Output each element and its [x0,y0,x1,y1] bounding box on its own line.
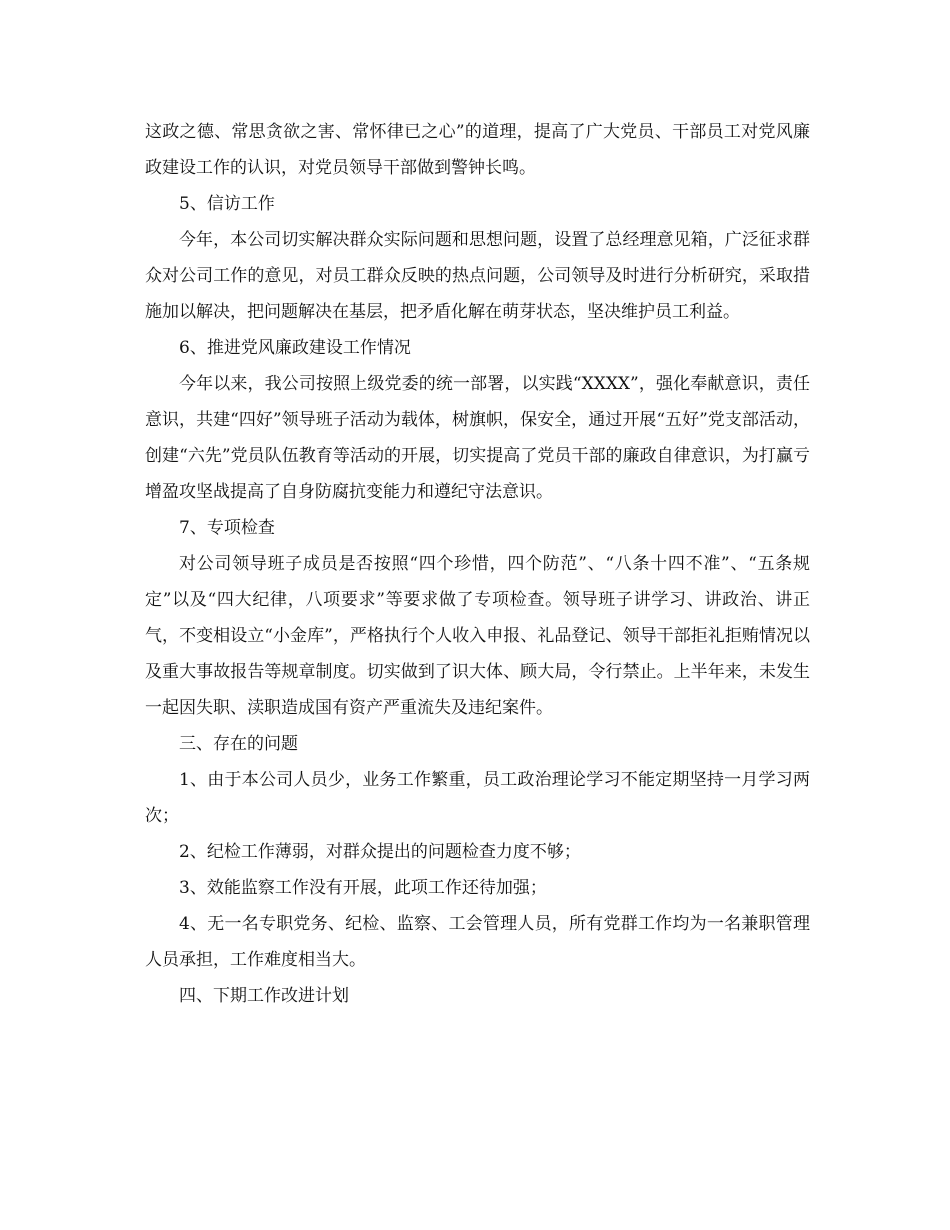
heading-integrity-building: 6、推进党风廉政建设工作情况 [179,338,411,358]
list-item-problem-3: 3、效能监察工作没有开展，此项工作还待加强； [179,878,547,898]
paragraph-continuation: 这政之德、常思贪欲之害、常怀律已之心”的道理，提高了广大党员、干部员工对党风廉政建设工作的认识，对党员领导干部做到警钟长鸣。 [145,122,810,178]
paragraph-petition: 今年，本公司切实解决群众实际问题和思想问题，设置了总经理意见箱，广泛征求群众对公司工作的意见，对员工群众反映的热点问题，公司领导及时进行分析研究，采取措施加以解决，把问题解决在基层，把矛盾化解在萌芽状态，坚决维护员工利益。 [145,230,810,322]
document-body [145,114,810,1014]
list-item-problem-1: 1、由于本公司人员少，业务工作繁重，员工政治理论学习不能定期坚持一月学习两次； [145,770,810,826]
heading-improvement-plan: 四、下期工作改进计划 [179,986,349,1006]
heading-existing-problems: 三、存在的问题 [179,734,298,754]
list-item-problem-4: 4、无一名专职党务、纪检、监察、工会管理人员，所有党群工作均为一名兼职管理人员承担，工作难度相当大。 [145,914,810,970]
paragraph-integrity: 今年以来，我公司按照上级党委的统一部署，以实践“XXXX”，强化奉献意识，责任意识，共建“四好”领导班子活动为载体，树旗帜，保安全，通过开展“五好”党支部活动，创建“六先”党员队伍教育等活动的开展，切实提高了党员干部的廉政自律意识，为打赢亏增盈攻坚战提高了自身防腐抗变能力和遵纪守法意识。 [145,374,810,502]
heading-petition-work: 5、信访工作 [179,194,275,214]
heading-special-inspection: 7、专项检查 [179,518,275,538]
list-item-problem-2: 2、纪检工作薄弱，对群众提出的问题检查力度不够； [179,842,581,862]
paragraph-inspection: 对公司领导班子成员是否按照“四个珍惜，四个防范”、“八条十四不准”、“五条规定”以及“四大纪律，八项要求”等要求做了专项检查。领导班子讲学习、讲政治、讲正气，不变相设立“小金库”，严格执行个人收入申报、礼品登记、领导干部拒礼拒贿情况以及重大事故报告等规章制度。切实做到了识大体、顾大局，令行禁止。上半年来，未发生一起因失职、渎职造成国有资产严重流失及违纪案件。 [145,554,810,718]
